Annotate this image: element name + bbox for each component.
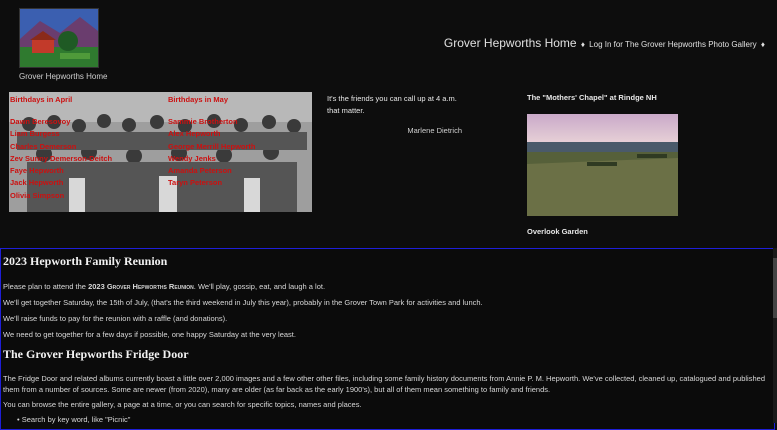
may-birthdays: [168, 95, 256, 190]
top-navigation: [444, 36, 767, 50]
reunion-text: . We'll play, gossip, eat, and laugh a lot.: [193, 282, 326, 291]
birthday-name: Jack Hepworth: [10, 178, 64, 188]
birthday-name: Taryn Peterson: [168, 178, 223, 188]
main-content-panel: [0, 248, 775, 430]
reunion-funds-paragraph: We'll raise funds to pay for the reunion with a raffle (and donations).: [3, 314, 228, 323]
diamond-separator-icon: ♦: [580, 40, 585, 49]
birthday-name: Wendy Jenks: [168, 153, 216, 163]
birthday-name: Sammie Brotherton: [168, 117, 238, 126]
quote-author: Marlene Dietrich: [407, 126, 462, 135]
birthday-name: George Merrill Hepworth: [168, 141, 256, 151]
scrollbar-thumb[interactable]: [773, 258, 777, 318]
landscape-image: [527, 114, 678, 216]
panel-scrollbar[interactable]: [773, 248, 777, 423]
site-name-link[interactable]: Grover Hepworths Home: [19, 72, 108, 81]
fridge-paragraph: The Fridge Door and related albums currently boast a little over 2,000 images and a few other other files, including some family history documents from Annie P. M. Hepworth. We've collected, cleaned up, catalogued and published them from a number of sources. Some are newer (from 2020), many are older (as far back as the early 1900's), but all of them mean something to family and friends.: [3, 374, 765, 394]
quote-text: It's the friends you can call up at 4 a.m. that matter.: [327, 94, 457, 115]
birthday-name: Alex Hepworth: [168, 129, 221, 139]
search-hint-text: Search by key word, like "Picnic": [21, 415, 131, 424]
list-item: • Search by key word, like "Picnic": [17, 415, 131, 424]
birthday-name: Amanda Peterson: [168, 166, 232, 176]
birthdays-panel: [9, 92, 312, 212]
birthday-name: Olivia Simpson: [10, 190, 65, 200]
chapel-photo[interactable]: [527, 114, 678, 216]
logo-painting: [20, 9, 98, 67]
birthday-name: Zev Sunny Demerson-Deitch: [10, 153, 113, 163]
reunion-days-paragraph: We need to get together for a few days if possible, one happy Saturday at the very least.: [3, 330, 296, 339]
nav-home-link[interactable]: Grover Hepworths Home: [443, 36, 577, 50]
birthday-name: Liam Burgess: [10, 129, 60, 139]
site-logo[interactable]: [19, 8, 99, 68]
april-birthdays: [10, 95, 112, 202]
chapel-title: The "Mothers' Chapel" at Rindge NH: [527, 93, 657, 102]
may-birthdays-title: Birthdays in May: [168, 95, 229, 104]
fridge-browse-paragraph: You can browse the entire gallery, a page at a time, or you can search for specific topics, names and places.: [3, 400, 362, 409]
quote-block: [327, 93, 462, 137]
reunion-date-paragraph: We'll get together Saturday, the 15th of July, (that's the third weekend in July this year), probably in the Grover Town Park for activities and lunch.: [3, 298, 483, 307]
birthday-name: Dawn Beresovoy: [10, 117, 71, 126]
reunion-text: Please plan to attend the: [3, 282, 89, 291]
nav-login-link[interactable]: Log In for The Grover Hepworths Photo Gallery: [589, 40, 757, 49]
birthday-name: Faye Hepworth: [10, 166, 64, 176]
reunion-paragraph: [3, 281, 774, 292]
reunion-heading: 2023 Hepworth Family Reunion: [3, 254, 168, 268]
fridge-heading: The Grover Hepworths Fridge Door: [3, 347, 189, 361]
chapel-caption: Overlook Garden: [527, 227, 588, 236]
april-birthdays-title: Birthdays in April: [10, 95, 73, 104]
birthday-name: Charles Demerson: [10, 141, 77, 151]
diamond-separator-icon: ♦: [760, 40, 765, 49]
reunion-event-name: 2023 Grover Hepworths Reunion: [88, 282, 194, 291]
